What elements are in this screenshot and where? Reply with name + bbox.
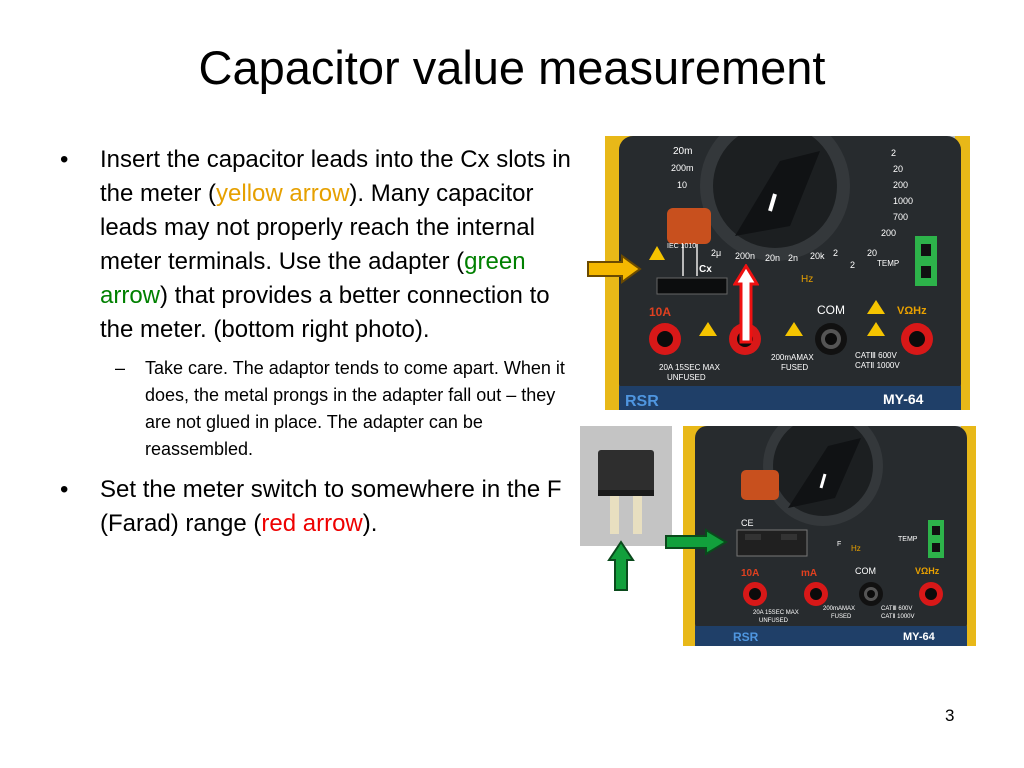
com-label: COM xyxy=(817,303,845,317)
fuse-10a-line1: 20A 15SEC MAX xyxy=(753,610,799,616)
sub-bullet-text: Take care. The adaptor tends to come apart. When it does, the metal prongs in the adapter fall out – they are not glued in place. The adapter can be reassembled. xyxy=(145,358,565,459)
green-arrow-icon xyxy=(607,540,635,592)
temp-socket xyxy=(915,236,937,286)
yellow-arrow-text: yellow arrow xyxy=(216,180,350,207)
dial-label-20n: 20n xyxy=(765,253,781,263)
bullet-text: ). xyxy=(362,510,378,537)
bullet-text: Set the meter switch to somewhere in the F (Farad) range ( xyxy=(100,476,562,537)
dial-label-200b: 200 xyxy=(881,228,897,238)
bullet-set-switch xyxy=(60,473,575,541)
green-arrow-text: green arrow xyxy=(100,248,526,309)
adapter-prong xyxy=(633,496,642,534)
ce-label: CE xyxy=(741,518,754,528)
dial-label-2u: 2μ xyxy=(711,248,722,258)
slide-title: Capacitor value measurement xyxy=(198,41,826,94)
temp-label: TEMP xyxy=(877,259,900,268)
sub-bullet-marker: – xyxy=(115,358,126,378)
dial-label-20b: 20 xyxy=(867,248,878,258)
jack-volt xyxy=(901,323,933,355)
dial-label-20k: 20k xyxy=(810,251,825,261)
fuse-ma-line2: FUSED xyxy=(831,614,852,620)
fuse-ma-line1: 200mAMAX xyxy=(771,353,814,362)
adapter-photo xyxy=(580,426,672,546)
bullet-list xyxy=(60,143,575,541)
sub-bullet-take-care xyxy=(60,355,565,463)
brand-label: RSR xyxy=(733,630,759,644)
cat-line1: CATⅢ 600V xyxy=(881,606,913,612)
dial-label-2c: 2 xyxy=(833,248,839,258)
fuse-ma-line1: 200mAMAX xyxy=(823,606,856,612)
dial-label-700: 700 xyxy=(893,212,909,222)
cx-label: Cx xyxy=(699,264,712,275)
volt-ohm-label: VΩHz xyxy=(897,305,927,317)
cx-socket xyxy=(657,278,727,294)
bullet-text: Insert the capacitor leads into the Cx slots in the meter ( xyxy=(100,146,571,207)
adapter-body xyxy=(598,450,654,494)
adapter-prong xyxy=(610,496,619,534)
fuse-10a-line2: UNFUSED xyxy=(667,373,706,382)
dial-label-200: 200 xyxy=(893,180,909,190)
dial-label-200n: 200n xyxy=(735,251,756,261)
dial-label-10: 10 xyxy=(677,180,688,190)
bullet-text: ). Many capacitor leads may not properly reach the internal meter terminals. Use the adapter ( xyxy=(100,180,535,275)
bullet-marker: • xyxy=(60,476,69,503)
multimeter-photo-top xyxy=(605,136,970,410)
dial-label-1000: 1000 xyxy=(893,196,914,206)
adapter-inserted xyxy=(737,530,807,556)
dial-label-200m: 200m xyxy=(671,163,694,173)
dial-label-2: 2 xyxy=(891,148,897,158)
dial-label-20: 20 xyxy=(893,164,904,174)
fuse-10a-line1: 20A 15SEC MAX xyxy=(659,363,720,372)
jack-com xyxy=(815,323,847,355)
bullet-marker: • xyxy=(60,146,69,173)
yellow-arrow-icon xyxy=(586,254,642,284)
volt-ohm-label: VΩHz xyxy=(915,566,940,576)
temp-label: TEMP xyxy=(898,536,918,543)
ten-a-label: 10A xyxy=(741,568,760,579)
capacitor xyxy=(667,208,711,244)
fuse-10a-line2: UNFUSED xyxy=(759,618,789,624)
dial-label-20m: 20m xyxy=(673,146,693,157)
cat-line2: CATⅡ 1000V xyxy=(881,614,915,620)
page-number: 3 xyxy=(945,706,955,725)
brand-label: RSR xyxy=(625,393,659,410)
capacitor xyxy=(741,470,779,500)
hz-label: Hz xyxy=(801,274,814,285)
dial-label-2n: 2n xyxy=(788,253,799,263)
green-arrow-icon xyxy=(664,528,728,556)
model-label: MY-64 xyxy=(883,391,924,407)
com-label: COM xyxy=(855,566,876,576)
bullet-insert-capacitor xyxy=(60,143,575,347)
f-label: F xyxy=(837,541,842,548)
ten-a-label: 10A xyxy=(649,305,672,319)
dial-label-2b: 2 xyxy=(850,260,856,270)
fuse-ma-line2: FUSED xyxy=(781,363,809,372)
model-label: MY-64 xyxy=(903,631,935,643)
cat-line1: CATⅢ 600V xyxy=(855,351,897,360)
iec-label: IEC 1010 xyxy=(667,243,697,250)
hz-label: Hz xyxy=(851,544,861,553)
bullet-text: ) that provides a better connection to the meter. (bottom right photo). xyxy=(100,282,550,343)
red-arrow-text: red arrow xyxy=(261,510,363,537)
jack-10a xyxy=(649,323,681,355)
red-arrow-icon xyxy=(733,264,759,344)
ma-label: mA xyxy=(801,568,818,579)
cat-line2: CATⅡ 1000V xyxy=(855,361,900,370)
temp-socket xyxy=(928,520,944,558)
